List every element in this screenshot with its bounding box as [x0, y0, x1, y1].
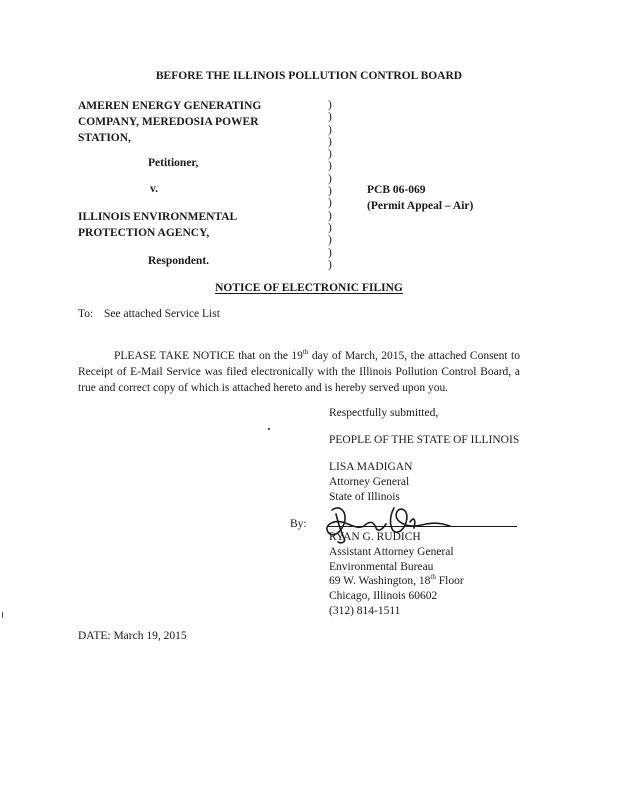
parenthesis: ): [328, 135, 332, 148]
phone-number: (312) 814-1511: [329, 604, 401, 617]
notice-title: NOTICE OF ELECTRONIC FILING: [215, 282, 403, 294]
parenthesis: ): [328, 246, 332, 259]
case-info: [367, 182, 473, 214]
parenthesis: ): [328, 234, 332, 247]
party-name: PEOPLE OF THE STATE OF ILLINOIS: [329, 434, 520, 446]
city-state-zip: Chicago, Illinois 60602: [329, 590, 438, 603]
bureau-name: Environmental Bureau: [329, 560, 434, 573]
court-heading: BEFORE THE ILLINOIS POLLUTION CONTROL BOARD: [155, 70, 463, 82]
respondent-name: [78, 209, 237, 241]
notice-body-text: day of March, 2015, the attached Consent to Receipt of E-Mail Service was filed electronically with the Illinois Pollution Control Board, a true and correct copy of which is attached hereto and is hereby served upon you.: [78, 350, 520, 394]
to-value: See attached Service List: [104, 308, 220, 320]
petitioner-name-line: STATION,: [78, 132, 131, 144]
street-address: [329, 574, 464, 589]
parenthesis: ): [328, 258, 332, 271]
parenthesis: ): [328, 111, 332, 124]
respondent-label: Respondent.: [148, 255, 210, 267]
parenthesis: ): [328, 123, 332, 136]
case-type: (Permit Appeal – Air): [367, 200, 474, 212]
parenthesis: ): [328, 197, 332, 210]
parenthesis: ): [328, 160, 332, 173]
notice-body: [78, 348, 520, 396]
parenthesis: ): [328, 185, 332, 198]
parenthesis: ): [328, 148, 332, 161]
respondent-name-line: ILLINOIS ENVIRONMENTAL: [78, 211, 238, 223]
respectfully-submitted: Respectfully submitted,: [329, 407, 439, 419]
signer-title: Assistant Attorney General: [329, 545, 454, 558]
attorney-general-block: [329, 460, 412, 505]
date-line: DATE: March 19, 2015: [78, 630, 187, 642]
ag-state: State of Illinois: [329, 491, 400, 503]
petitioner-name-line: COMPANY, MEREDOSIA POWER: [78, 116, 259, 128]
ordinal-suffix: th: [302, 348, 309, 357]
signer-name: RYAN G. RUDICH: [329, 531, 421, 543]
street-address-text: 69 W. Washington, 18: [329, 575, 431, 588]
scan-speck: [2, 612, 3, 618]
ag-name: LISA MADIGAN: [329, 461, 413, 473]
notice-body-text: PLEASE TAKE NOTICE that on the 19: [114, 350, 303, 362]
case-number: PCB 06-069: [367, 184, 426, 196]
scan-speck: [268, 428, 270, 430]
petitioner-label: Petitioner,: [148, 157, 199, 169]
street-address-text: Floor: [435, 575, 464, 588]
versus-label: v.: [150, 183, 158, 195]
ag-title: Attorney General: [329, 476, 410, 488]
parenthesis: ): [328, 209, 332, 222]
ordinal-suffix: th: [430, 573, 436, 582]
signer-block: [329, 530, 464, 619]
parenthesis: ): [328, 99, 332, 111]
parenthesis: ): [328, 172, 332, 185]
respondent-name-line: PROTECTION AGENCY,: [78, 227, 210, 239]
petitioner-name-line: AMEREN ENERGY GENERATING: [78, 100, 262, 112]
parenthesis: ): [328, 221, 332, 234]
petitioner-name: [78, 98, 261, 146]
by-label: By:: [290, 518, 307, 530]
to-label: To:: [78, 308, 94, 320]
caption-parenthesis-column: [328, 99, 332, 271]
